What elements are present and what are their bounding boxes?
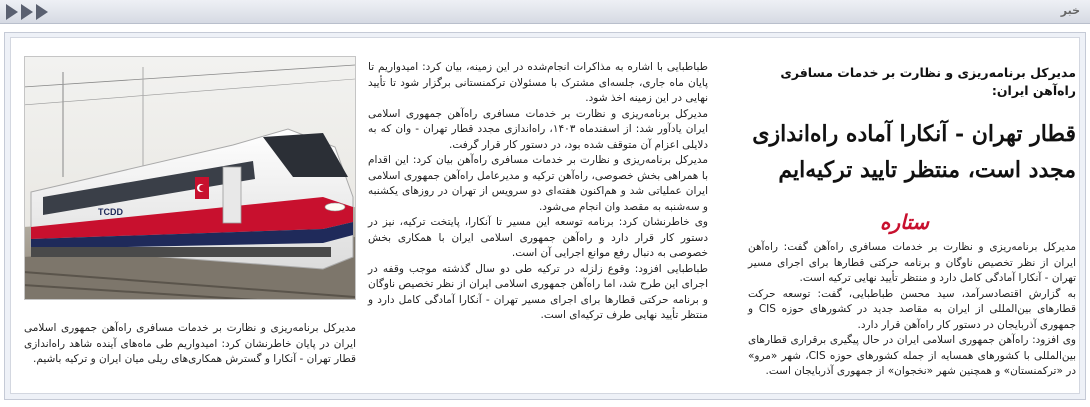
play-arrow-icon[interactable] bbox=[36, 4, 48, 20]
train-photo bbox=[24, 56, 356, 300]
train-illustration bbox=[24, 57, 355, 300]
paragraph: مدیرکل برنامه‌ریزی و نظارت بر خدمات مسافری راه‌آهن جمهوری اسلامی ایران در پایان خاطرنشان کرد: امیدواریم طی ماه‌های آینده شاهد راه‌اندازی قطار تهران - آنکارا و گسترش همکاری‌های ریلی میان ایران و ترکیه باشیم. bbox=[24, 322, 356, 365]
paragraph: طباطبایی افزود: وقوع زلزله در ترکیه طی دو سال گذشته موجب وقفه در اجرای این طرح شد، اما راه‌آهن جمهوری اسلامی ایران از نظر تخصیص ناوگان و برنامه حرکتی قطارها برای اجرای مسیر تهران - آنکارا آمادگی کامل دارد و منتظر تأیید نهایی طرف ترکیه‌ای است. bbox=[368, 262, 708, 321]
article-headline: قطار تهران - آنکارا آماده راه‌اندازی مجدد است، منتظر تایید ترکیه‌ایم bbox=[752, 121, 1076, 183]
top-bar bbox=[0, 0, 1090, 24]
paragraph: به گزارش اقتصادسرآمد، سید محسن طباطبایی، گفت: توسعه حرکت قطارهای بین‌المللی از ایران به مقاصد جدید در کشورهای حوزه CIS و جمهوری آذربایجان در دستور کار راه‌آهن قرار دارد. bbox=[748, 287, 1076, 331]
paragraph: طباطبایی با اشاره به مذاکرات انجام‌شده در این زمینه، بیان کرد: امیدواریم تا پایان ماه جاری، جلسه‌ای مشترک با مسئولان ترکمنستانی برگزار شود تا تأیید نهایی در این زمینه اخذ شود. bbox=[368, 61, 708, 104]
play-arrow-icon[interactable] bbox=[21, 4, 33, 20]
paragraph: مدیرکل برنامه‌ریزی و نظارت بر خدمات مسافری راه‌آهن جمهوری اسلامی ایران یادآور شد: از اسفندماه ۱۴۰۳، راه‌اندازی مجدد قطار تهران - وان که به دلایلی اعزام آن متوقف شده بود، در دستور کار قرار گرفت. bbox=[368, 107, 709, 151]
paragraph: مدیرکل برنامه‌ریزی و نظارت بر خدمات مسافری راه‌آهن گفت: راه‌آهن ایران از نظر تخصیص ناوگان و برنامه حرکتی قطارها برای اجرای مسیر تهران - آنکارا آمادگی کامل دارد و منتظر تأیید نهایی ترکیه است. bbox=[748, 241, 1076, 284]
paragraph: مدیرکل برنامه‌ریزی و نظارت بر خدمات مسافری راه‌آهن بیان کرد: این اقدام با همراهی بخش خصوصی، راه‌آهن ترکیه و مدیرعامل راه‌آهن جمهوری اسلامی ایران عملیاتی شد و هم‌اکنون هفته‌ای دو سرویس از تهران در روزهای یکشنبه و سه‌شنبه به مقصد وان انجام می‌شود. bbox=[368, 154, 708, 213]
train-livery-text: TCDD bbox=[98, 207, 123, 217]
right-column bbox=[748, 240, 1076, 380]
middle-column bbox=[368, 60, 708, 324]
publication-logo: ستاره bbox=[880, 210, 930, 234]
navigation-arrows[interactable] bbox=[6, 4, 48, 20]
left-column bbox=[24, 321, 356, 368]
play-arrow-icon[interactable] bbox=[6, 4, 18, 20]
section-label: خبر bbox=[1060, 4, 1080, 17]
paragraph: وی افزود: راه‌آهن جمهوری اسلامی ایران در حال پیگیری برقراری قطارهای بین‌المللی با کشورهای همسایه از جمله کشورهای حوزه CIS، شهر «مرو» در «ترکمنستان» و همچنین شهر «نخجوان» از جمهوری آذربایجان است. bbox=[748, 334, 1076, 377]
paragraph: وی خاطرنشان کرد: برنامه توسعه این مسیر تا آنکارا، پایتخت ترکیه، نیز در دستور کار قرار دارد و راه‌آهن جمهوری اسلامی ایران با همکاری بخش خصوصی به دنبال رفع موانع اجرایی آن است. bbox=[368, 216, 708, 259]
article-kicker: مدیرکل برنامه‌ریزی و نظارت بر خدمات مسافری راه‌آهن ایران: bbox=[780, 65, 1076, 98]
